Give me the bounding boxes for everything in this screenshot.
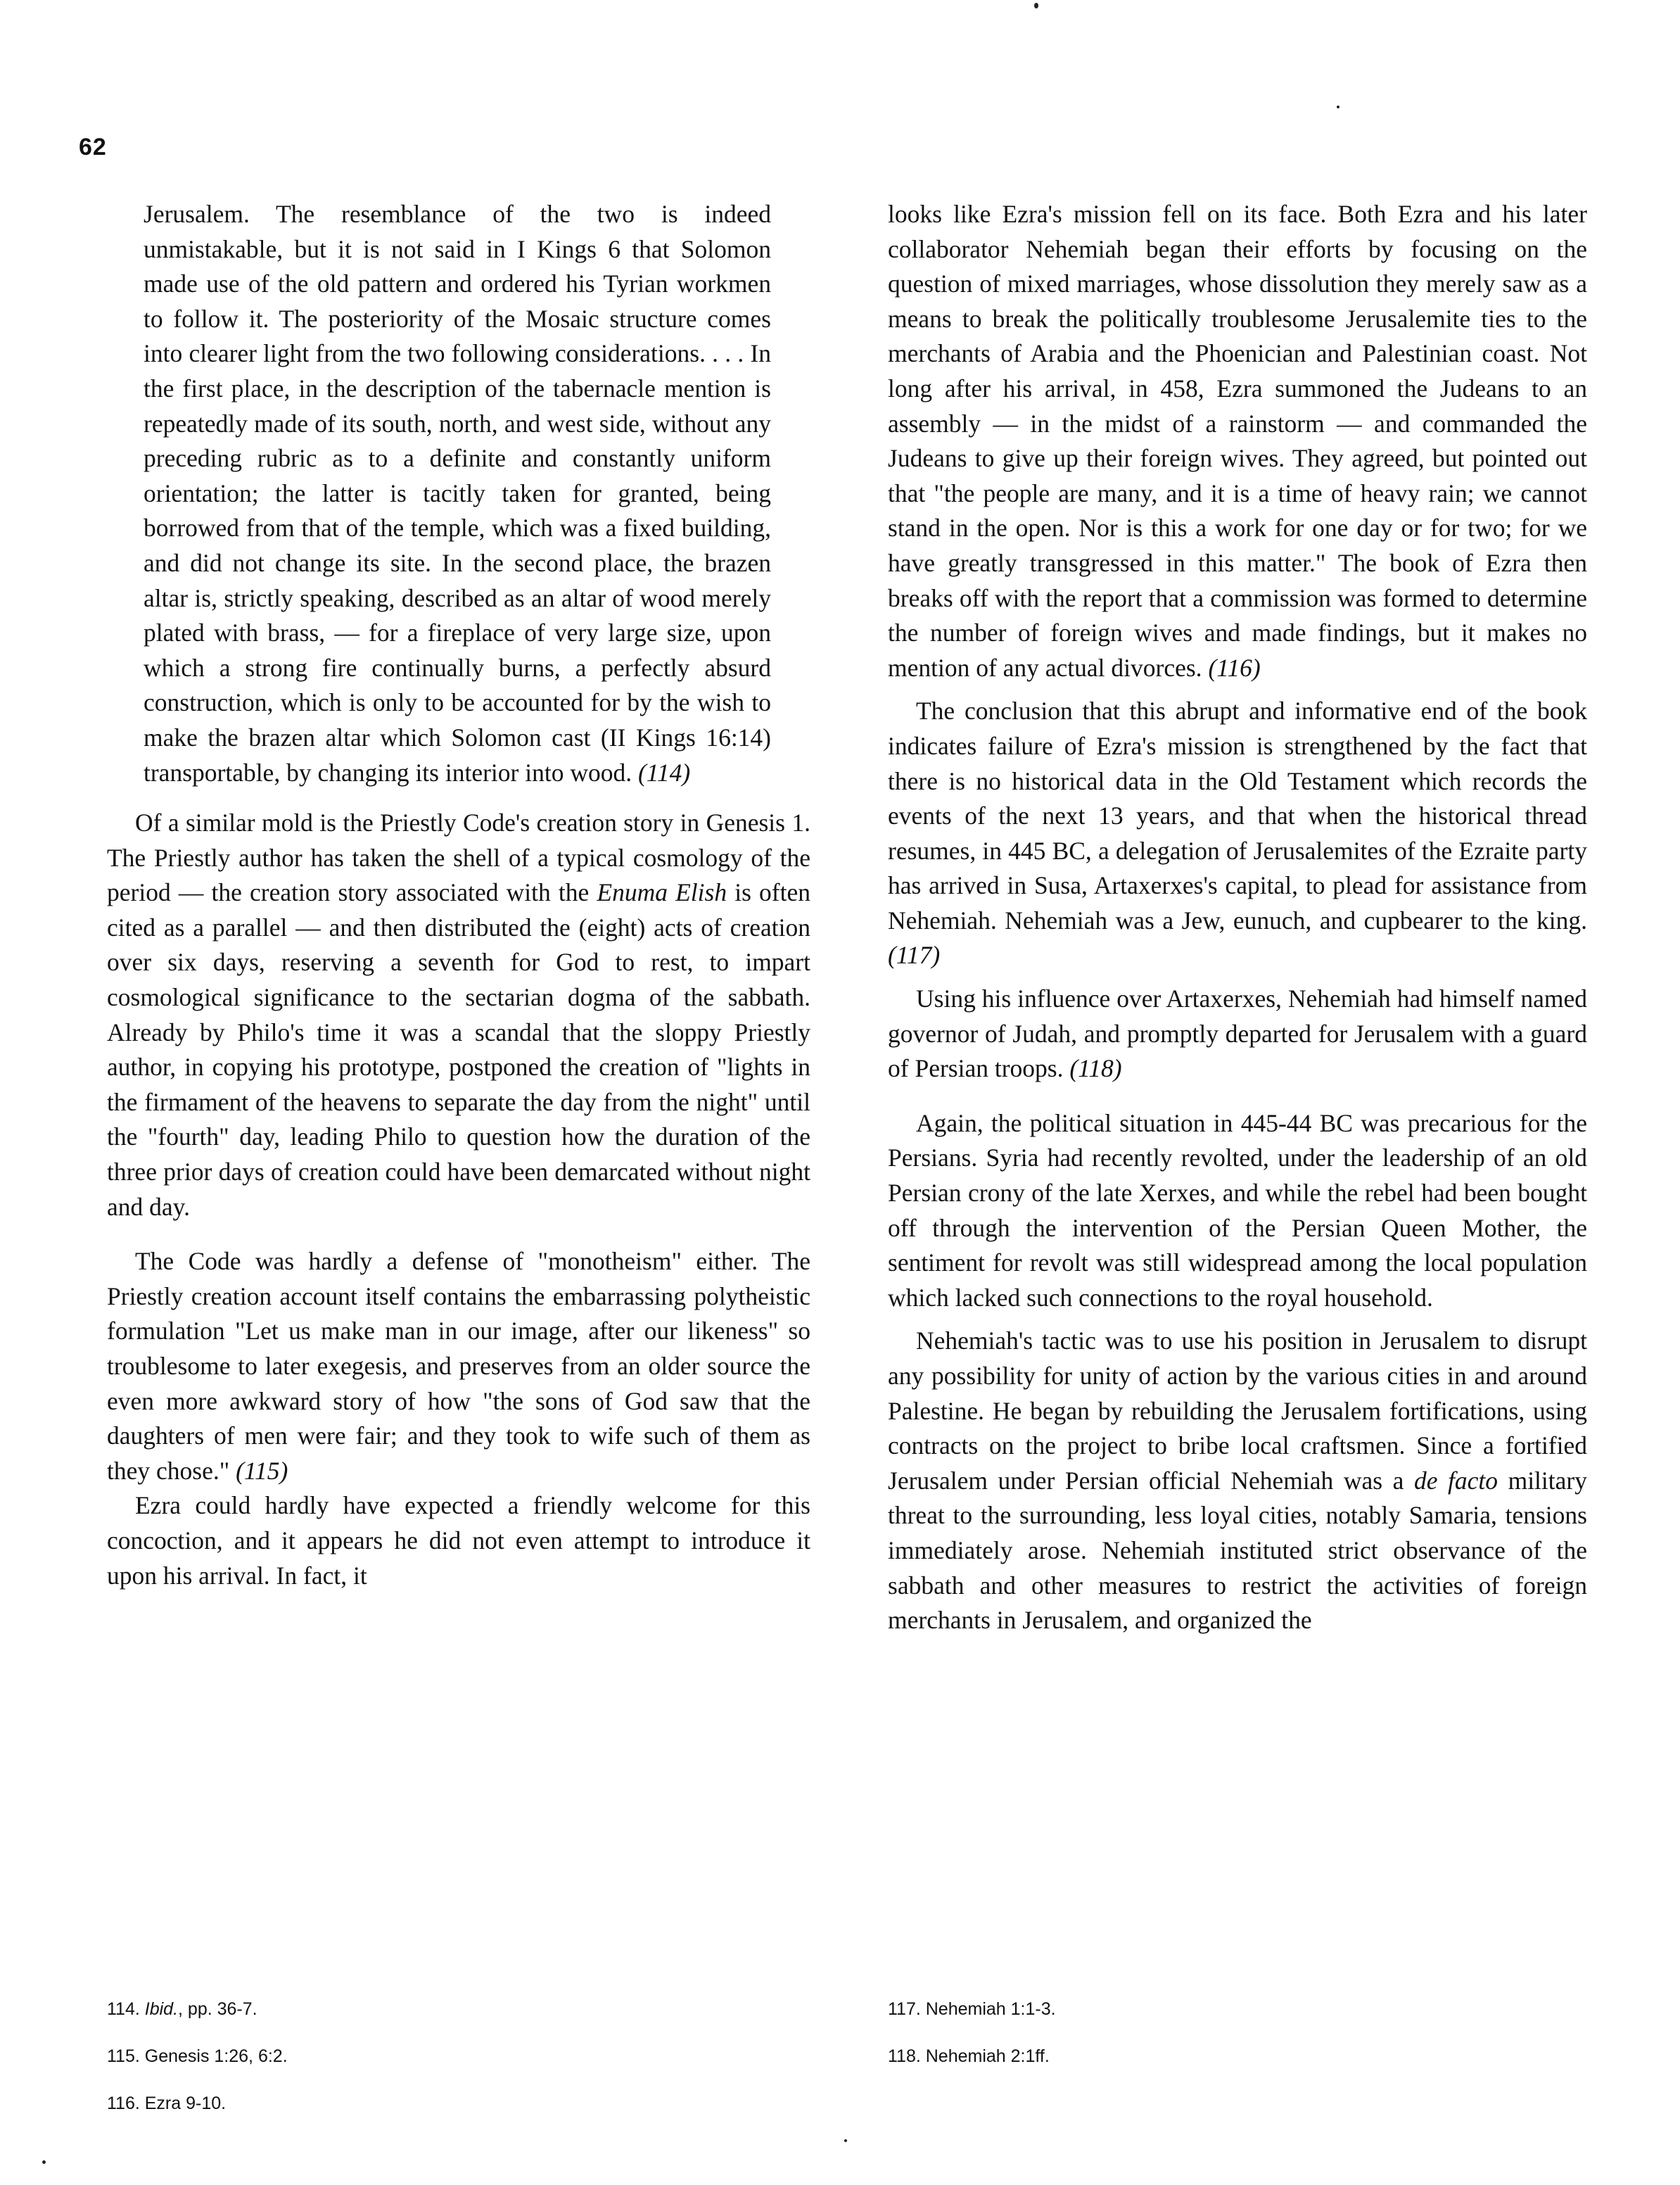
scan-speck [1034, 3, 1038, 8]
paragraph-ezra-mission [888, 197, 1587, 685]
paragraph-nehemiah-governor [888, 982, 1587, 1087]
paragraph-text: Ezra could hardly have expected a friendly welcome for this concoction, and it appears he did not even attempt to introduce it upon his arrival. In fact, it [107, 1491, 810, 1590]
paragraph-text: Using his influence over Artaxerxes, Nehemiah had himself named governor of Judah, and promptly departed for Jerusalem with a guard of Persian troops. [888, 984, 1587, 1083]
left-column [107, 197, 810, 1593]
block-quote [144, 197, 771, 790]
footnote-114 [107, 1999, 599, 2020]
footnote-number: 114. [107, 1999, 140, 2019]
right-column [888, 197, 1587, 1638]
note-ref-114: (114) [637, 758, 691, 787]
page-number: 62 [79, 134, 107, 160]
paragraph-text: looks like Ezra's mission fell on its face. Both Ezra and his later collaborator Nehemiah began their efforts by focusing on the question of mixed marriages, whose dissolution they merely saw as a means to break the politically troublesome Jerusalemite ties to the merchants of Arabia and the Phoenician and Palestinian coast. Not long after his arrival, in 458, Ezra summoned the Judeans to an assembly — in the midst of a rainstorm — and commanded the Judeans to give up their foreign wives. They agreed, but pointed out that "the people are many, and it is a time of heavy rain; we cannot stand in the open. Nor is this a work for one day or for two; for we have greatly transgressed in this matter." The book of Ezra then breaks off with the report that a commission was formed to determine the number of foreign wives and made findings, but it makes no mention of any actual divorces. [888, 200, 1587, 682]
scan-speck [844, 2139, 847, 2142]
paragraph-text: is often cited as a parallel — and then distributed the (eight) acts of creation over six days, reserving a seventh for God to rest, to impart cosmological significance to the sectarian dogma of the sabbath. Already by Philo's time it was a scandal that the sloppy Priestly author, in copying his prototype, postponed the creation of "lights in the firmament of the heavens to separate the day from the night" until the "fourth" day, leading Philo to question how the duration of the three prior days of creation could have been demarcated without night and day. [107, 878, 810, 1221]
paragraph-nehemiah-tactic [888, 1324, 1587, 1638]
footnote-text: , pp. 36-7. [178, 1999, 257, 2019]
note-ref-118: (118) [1069, 1054, 1122, 1083]
note-ref-117: (117) [888, 941, 941, 970]
paragraph-conclusion [888, 694, 1587, 973]
footnote-118: 118. Nehemiah 2:1ff. [888, 2046, 1050, 2066]
paragraph-text: The Code was hardly a defense of "monotheism" either. The Priestly creation account itself contains the embarrassing polytheistic formulation "Let us make man in our image, after our likeness" so troublesome to later exegesis, and preserves from an older source the even more awkward story of how "the sons of God saw that the daughters of men were fair; and they took to wife such of them as they chose." [107, 1247, 810, 1485]
scan-speck [42, 2160, 46, 2164]
scan-speck [1337, 106, 1339, 108]
paragraph-political-situation [888, 1106, 1587, 1316]
block-quote-text: Jerusalem. The resemblance of the two is indeed unmistakable, but it is not said in I Kings 6 that Solomon made use of the old pattern and ordered his Tyrian workmen to follow it. The posteriority of the Mosaic structure comes into clearer light from the two following considerations. . . . In the first place, in the description of the tabernacle mention is repeatedly made of its south, north, and west side, without any preceding rubric as to a definite and constantly uniform orientation; the latter is tacitly taken for granted, being borrowed from that of the temple, which was a fixed building, and did not change its site. In the second place, the brazen altar is, strictly speaking, described as an altar of wood merely plated with brass, — for a fireplace of very large size, upon which a strong fire continually burns, a perfectly absurd construction, which is only to be accounted for by the wish to make the brazen altar which Solomon cast (II Kings 16:14) transportable, by changing its interior into wood. [144, 200, 771, 787]
footnotes-right [888, 1999, 1380, 2093]
paragraph-text: Of a similar mold is the Priestly Code's creation story in Genesis 1. The Priestly author has taken the shell of a typical cosmology of the period — the creation story associated with the [107, 809, 810, 907]
paragraph-text: military threat to the surrounding, less loyal cities, notably Samaria, tensions immediately arose. Nehemiah instituted strict observance of the sabbath and other measures to restrict the activities of foreign merchants in Jerusalem, and organized the [888, 1466, 1587, 1635]
paragraph-text: Again, the political situation in 445-44 BC was precarious for the Persians. Syria had recently revolted, under the leadership of an old Persian crony of the late Xerxes, and while the rebel had been bought off through the intervention of the Persian Queen Mother, the sentiment for revolt was still widespread among the local population which lacked such connections to the royal household. [888, 1108, 1587, 1312]
paragraph-text: The conclusion that this abrupt and informative end of the book indicates failure of Ezra's mission is strengthened by the fact that there is no historical data in the Old Testament which records the events of the next 13 years, and that when the historical thread resumes, in 445 BC, a delegation of Jerusalemites of the Ezraite party has arrived in Susa, Artaxerxes's capital, to plead for assistance from Nehemiah. Nehemiah was a Jew, eunuch, and cupbearer to the king. [888, 697, 1587, 935]
paragraph-priestly-code [107, 806, 810, 1224]
paragraph-monotheism [107, 1244, 810, 1488]
paragraph-text: Nehemiah's tactic was to use his position in Jerusalem to disrupt any possibility for unity of action by the various cities in and around Palestine. He began by rebuilding the Jerusalem fortifications, using contracts on the project to bribe local craftsmen. Since a fortified Jerusalem under Persian official Nehemiah was a [888, 1326, 1587, 1495]
footnote-italic-ibid: Ibid. [144, 1999, 179, 2019]
footnote-115: 115. Genesis 1:26, 6:2. [107, 2046, 288, 2066]
italic-title-enuma-elish: Enuma Elish [597, 878, 727, 907]
italic-de-facto: de facto [1413, 1466, 1498, 1495]
note-ref-116: (116) [1208, 653, 1261, 682]
footnote-116: 116. Ezra 9-10. [107, 2094, 227, 2113]
paragraph-ezra-welcome [107, 1488, 810, 1593]
footnotes-left [107, 1999, 599, 2140]
note-ref-115: (115) [236, 1456, 288, 1485]
footnote-117: 117. Nehemiah 1:1-3. [888, 1999, 1056, 2019]
